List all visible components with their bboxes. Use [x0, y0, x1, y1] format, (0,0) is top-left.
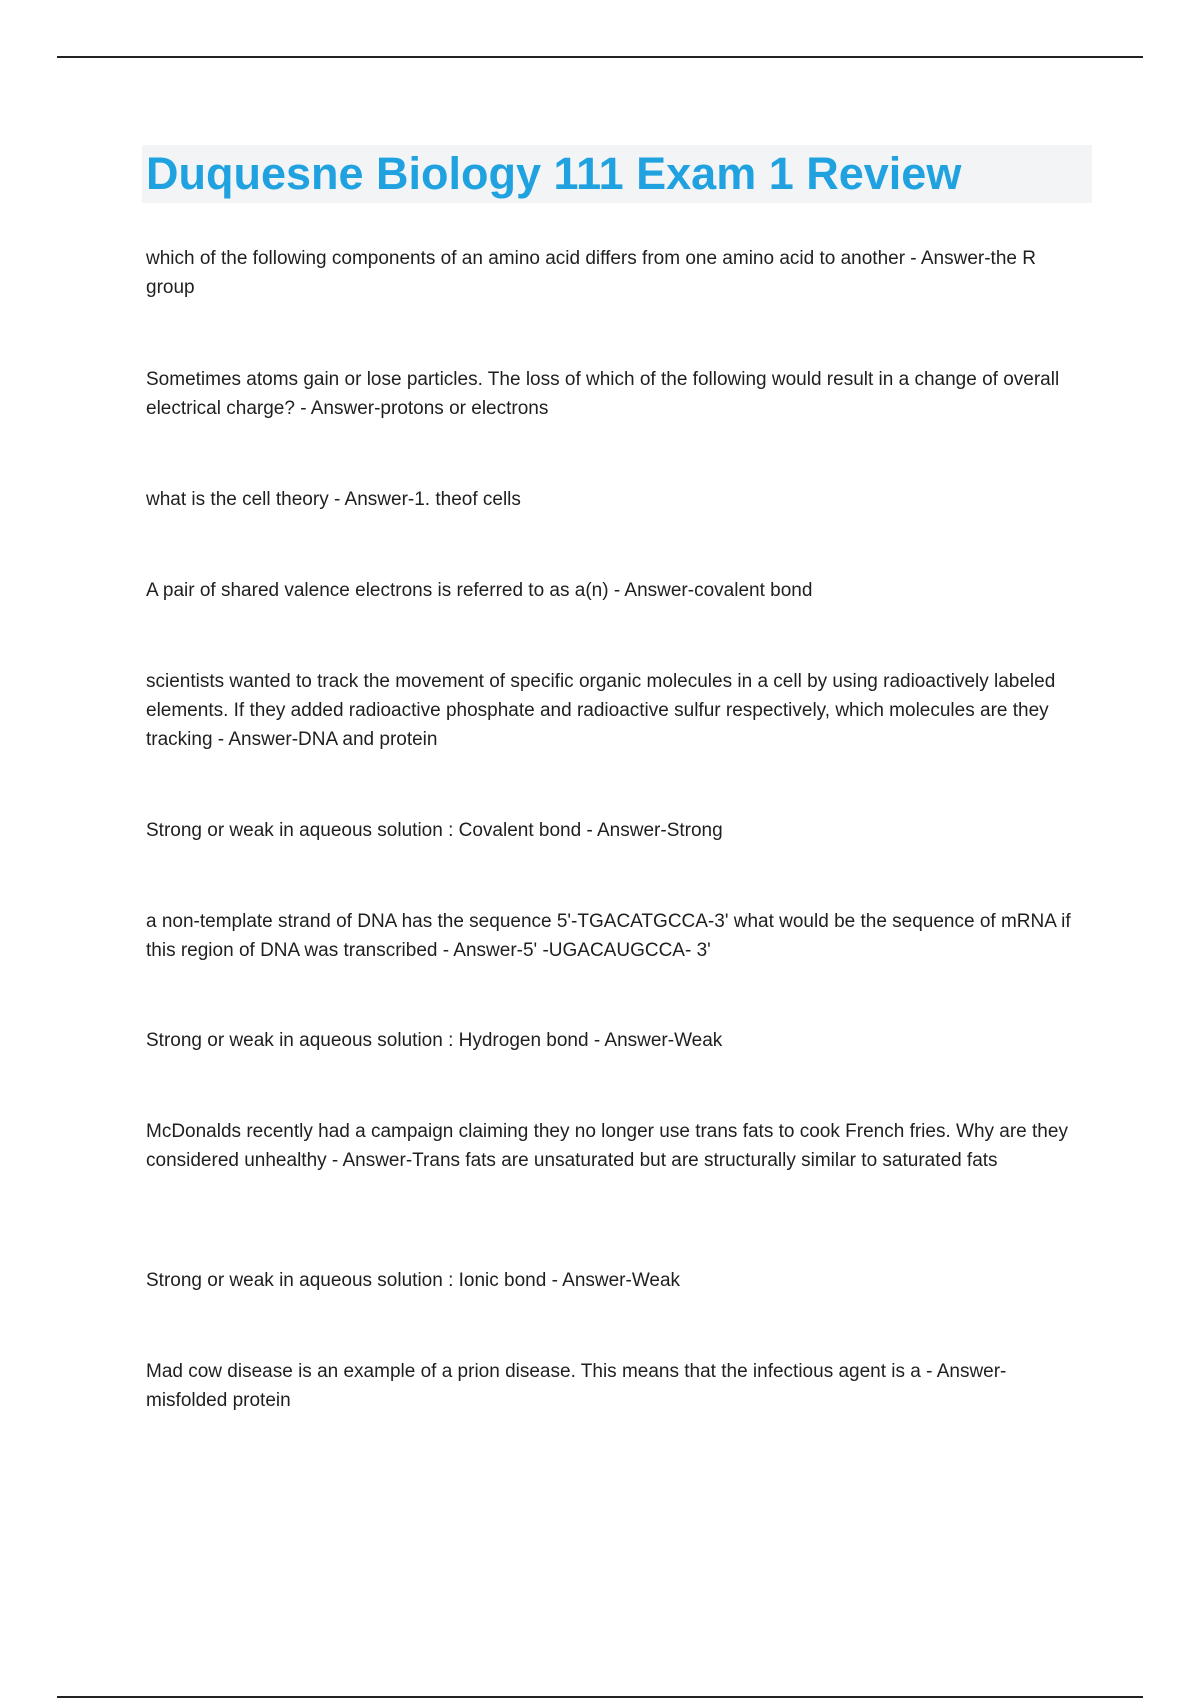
qa-item: Mad cow disease is an example of a prion disease. This means that the infectious agent is a - Answer-misfolded protein — [146, 1361, 1007, 1411]
qa-item: a non-template strand of DNA has the sequence 5'-TGACATGCCA-3' what would be the sequence of mRNA if this region of DNA was transcribed - Answer-5' -UGACAUGCCA- 3' — [146, 911, 1071, 961]
qa-item: Strong or weak in aqueous solution : Covalent bond - Answer-Strong — [146, 820, 723, 841]
qa-item: A pair of shared valence electrons is referred to as a(n) - Answer-covalent bond — [146, 580, 813, 601]
qa-item: scientists wanted to track the movement of specific organic molecules in a cell by using radioactively labeled elements. If they added radioactive phosphate and radioactive sulfur respectively, which molecules are they tracking - Answer-DNA and protein — [146, 671, 1056, 750]
qa-item: Sometimes atoms gain or lose particles. The loss of which of the following would result in a change of overall electrical charge? - Answer-protons or electrons — [146, 369, 1060, 419]
top-divider — [57, 56, 1143, 58]
qa-item: which of the following components of an amino acid differs from one amino acid to another - Answer-the R group — [146, 248, 1036, 298]
qa-item: Strong or weak in aqueous solution : Ionic bond - Answer-Weak — [146, 1270, 681, 1291]
bottom-divider — [57, 1696, 1143, 1698]
qa-item: what is the cell theory - Answer-1. theof cells — [146, 489, 521, 510]
document-title: Duquesne Biology 111 Exam 1 Review — [146, 148, 962, 199]
qa-item: Strong or weak in aqueous solution : Hydrogen bond - Answer-Weak — [146, 1030, 723, 1051]
qa-item: McDonalds recently had a campaign claiming they no longer use trans fats to cook French fries. Why are they considered unhealthy - Answer-Trans fats are unsaturated but are structurally similar to saturated fats — [146, 1121, 1068, 1171]
